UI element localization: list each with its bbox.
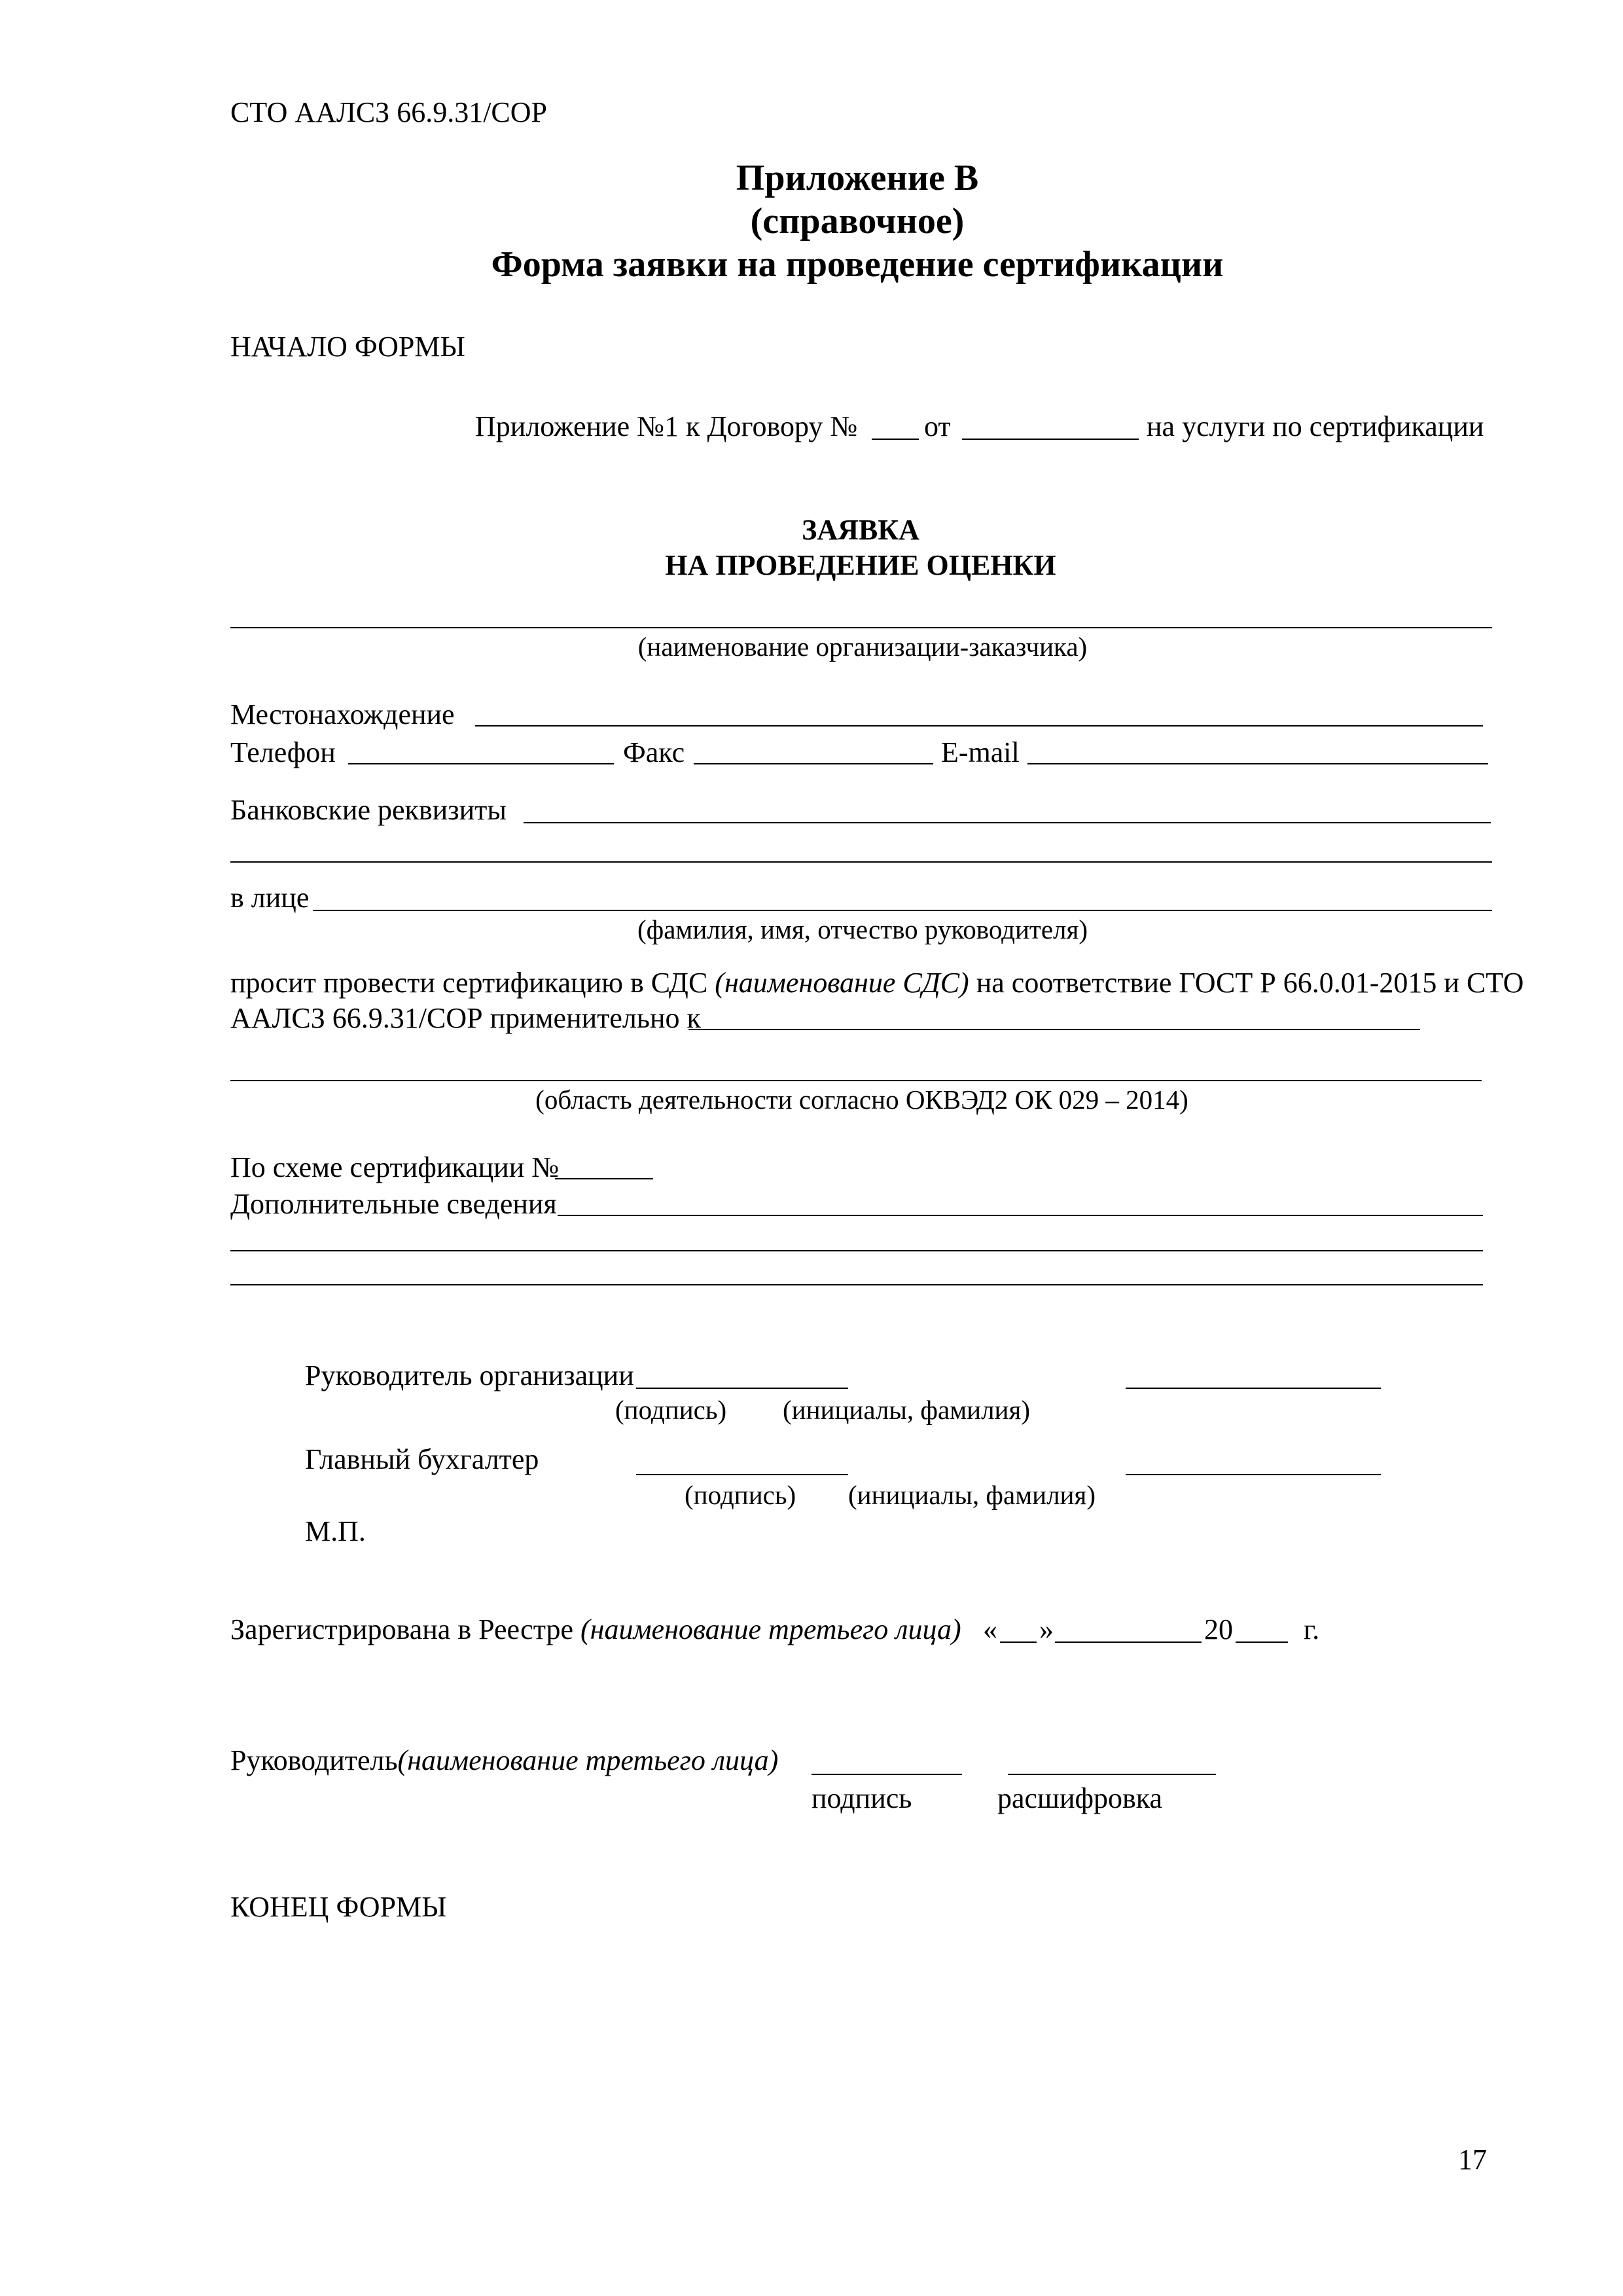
fax-label: Факс bbox=[623, 736, 685, 768]
form-start-label: НАЧАЛО ФОРМЫ bbox=[230, 331, 465, 363]
bank-field-continued[interactable] bbox=[230, 861, 1492, 863]
registry-year-prefix: 20 bbox=[1204, 1613, 1233, 1645]
head-signature-caption: (подпись) bbox=[615, 1395, 727, 1425]
accountant-signature-label: Главный бухгалтер bbox=[305, 1443, 539, 1475]
registry-month-field[interactable] bbox=[1055, 1641, 1202, 1643]
form-title: Форма заявки на проведение сертификации bbox=[491, 244, 1224, 285]
third-party-decode-caption: расшифровка bbox=[997, 1782, 1163, 1814]
bank-label: Банковские реквизиты bbox=[230, 794, 507, 826]
accountant-initials-caption: (инициалы, фамилия) bbox=[848, 1480, 1096, 1510]
location-label: Местонахождение bbox=[230, 698, 455, 730]
head-name-field[interactable] bbox=[313, 910, 1492, 911]
additional-info-field[interactable] bbox=[558, 1215, 1483, 1216]
form-end-label: КОНЕЦ ФОРМЫ bbox=[230, 1891, 447, 1923]
head-name-caption: (фамилия, имя, отчество руководителя) bbox=[637, 914, 1088, 944]
email-label: E-mail bbox=[941, 736, 1020, 768]
head-signature-label: Руководитель организации bbox=[305, 1359, 634, 1391]
phone-field[interactable] bbox=[348, 763, 614, 764]
email-field[interactable] bbox=[1027, 763, 1488, 764]
contract-ref-prefix: Приложение №1 к Договору № bbox=[475, 410, 858, 442]
scheme-number-field[interactable] bbox=[555, 1178, 653, 1179]
head-initials-field[interactable] bbox=[1126, 1388, 1381, 1389]
head-initials-caption: (инициалы, фамилия) bbox=[783, 1395, 1030, 1425]
org-name-caption: (наименование организации-заказчика) bbox=[637, 632, 1088, 662]
accountant-initials-field[interactable] bbox=[1126, 1474, 1381, 1475]
additional-info-field-3[interactable] bbox=[230, 1284, 1483, 1285]
registry-year-field[interactable] bbox=[1236, 1641, 1288, 1643]
represented-by-label: в лице bbox=[230, 882, 310, 914]
page-number: 17 bbox=[1458, 2144, 1487, 2176]
applicable-to-field[interactable] bbox=[688, 1029, 1420, 1030]
phone-label: Телефон bbox=[230, 736, 336, 768]
registry-quote-open: « bbox=[983, 1613, 997, 1645]
location-field[interactable] bbox=[475, 725, 1483, 726]
accountant-signature-caption: (подпись) bbox=[685, 1480, 796, 1510]
fax-field[interactable] bbox=[694, 763, 933, 764]
contract-ref-suffix: на услуги по сертификации bbox=[1147, 410, 1484, 442]
registry-quote-close: » bbox=[1039, 1613, 1054, 1645]
registry-day-field[interactable] bbox=[1000, 1641, 1037, 1643]
request-text-line2: ААЛСЗ 66.9.31/СОР применительно к bbox=[230, 1002, 701, 1034]
activity-caption: (область деятельности согласно ОКВЭД2 ОК 029 – 2014) bbox=[535, 1085, 1188, 1115]
third-party-decode-field[interactable] bbox=[1008, 1774, 1216, 1775]
doc-code: СТО ААЛСЗ 66.9.31/СОР bbox=[230, 96, 548, 128]
appendix-title: Приложение В bbox=[736, 158, 979, 198]
stamp-placeholder: М.П. bbox=[305, 1515, 366, 1547]
contract-date-field[interactable] bbox=[962, 439, 1139, 440]
contract-ref-from: от bbox=[924, 410, 951, 442]
application-title: ЗАЯВКА bbox=[802, 514, 919, 546]
contract-number-field[interactable] bbox=[872, 439, 919, 440]
activity-field[interactable] bbox=[230, 1080, 1482, 1081]
accountant-signature-field[interactable] bbox=[636, 1474, 848, 1475]
org-name-field[interactable] bbox=[230, 627, 1492, 628]
registry-label: Зарегистрирована в Реестре (наименование третьего лица) bbox=[230, 1613, 961, 1645]
additional-info-label: Дополнительные сведения bbox=[230, 1188, 557, 1220]
registry-year-suffix: г. bbox=[1304, 1613, 1320, 1645]
head-signature-field[interactable] bbox=[636, 1388, 848, 1389]
application-subtitle: НА ПРОВЕДЕНИЕ ОЦЕНКИ bbox=[665, 549, 1056, 581]
additional-info-field-2[interactable] bbox=[230, 1250, 1483, 1251]
request-text-line1: просит провести сертификацию в СДС (наименование СДС) на соответствие ГОСТ Р 66.0.01-2015 и СТО bbox=[230, 967, 1524, 999]
bank-field[interactable] bbox=[524, 822, 1491, 823]
scheme-label: По схеме сертификации № bbox=[230, 1151, 560, 1183]
third-party-signature-caption: подпись bbox=[812, 1782, 912, 1814]
third-party-head-label: Руководитель(наименование третьего лица) bbox=[230, 1744, 779, 1776]
appendix-subtitle: (справочное) bbox=[750, 201, 965, 242]
third-party-signature-field[interactable] bbox=[812, 1774, 962, 1775]
